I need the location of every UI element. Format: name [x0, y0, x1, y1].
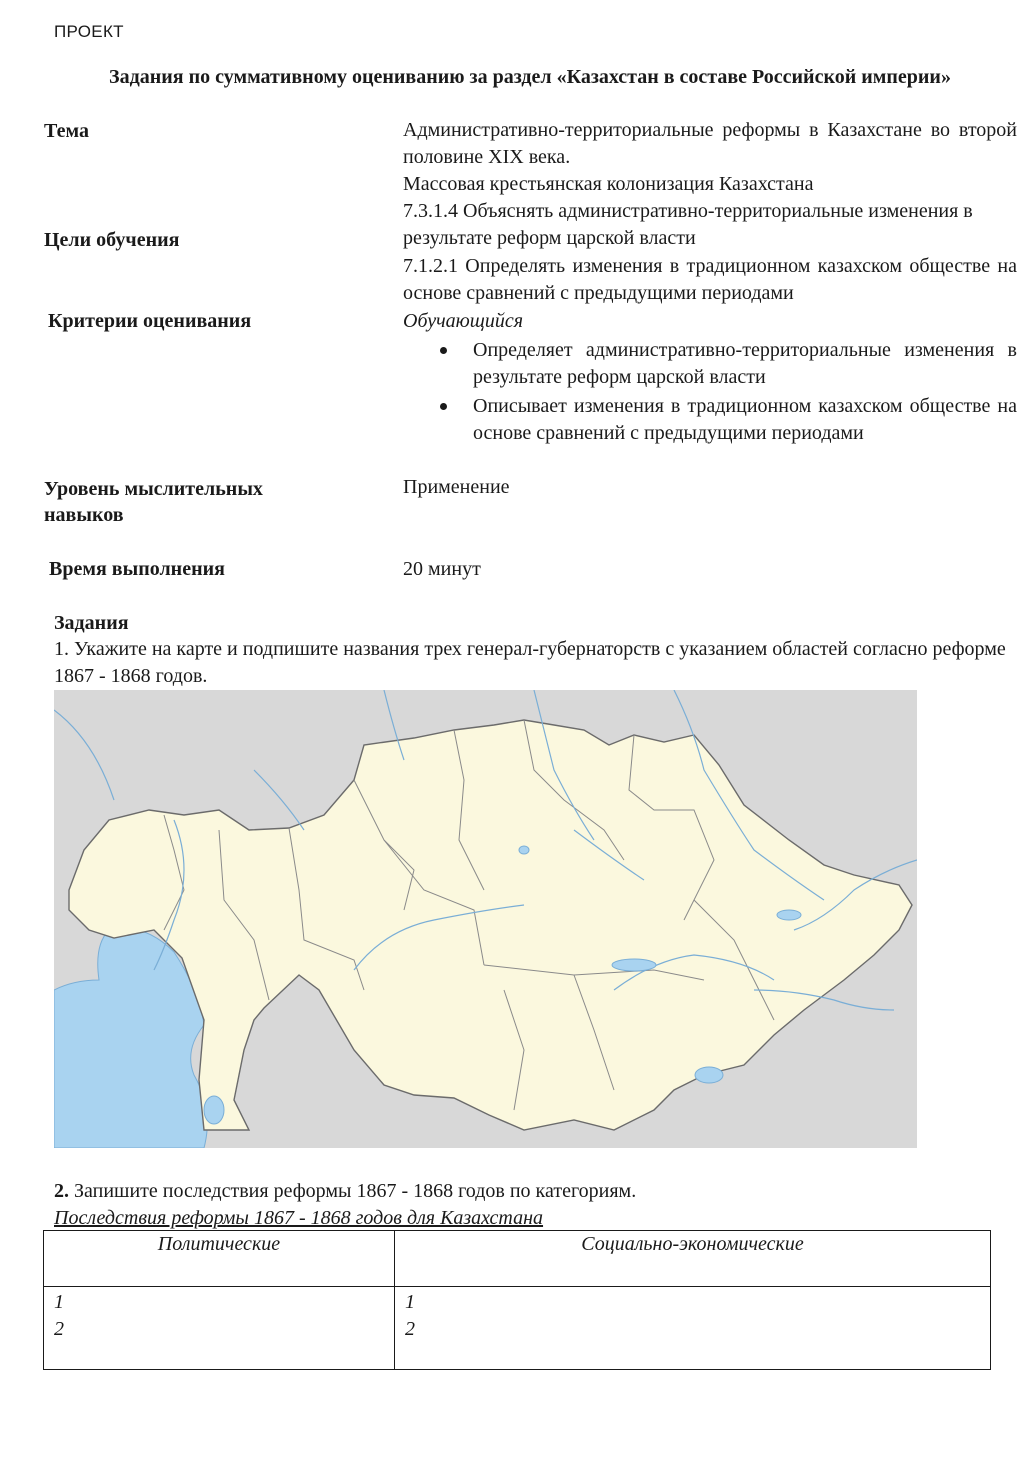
table-header-row	[44, 1231, 991, 1287]
task-2-text: 2. Запишите последствия реформы 1867 - 1868 годов по категориям.	[54, 1180, 637, 1202]
goals-label: Цели обучения	[44, 229, 180, 251]
row-number: 2	[54, 1318, 64, 1340]
time-value: 20 минут	[403, 558, 481, 580]
tasks-block	[54, 610, 1006, 690]
criteria-block	[403, 308, 1017, 447]
political-answers-cell[interactable]	[44, 1287, 395, 1370]
criteria-item-text: Определяет административно-территориальные изменения в результате реформ царской власти	[473, 339, 1017, 388]
map-image	[54, 690, 917, 1148]
level-value: Применение	[403, 476, 510, 498]
goal-1: 7.3.1.4 Объяснять административно-территориальные изменения в результате реформ царской власти	[403, 200, 973, 249]
topic-line-2: Массовая крестьянская колонизация Казахстана	[403, 173, 814, 195]
bullet-icon	[440, 403, 447, 410]
topic-line-1: Административно-территориальные реформы в Казахстане во второй половине XIX века.	[403, 119, 1017, 168]
row-number: 1	[54, 1291, 64, 1313]
draft-label: ПРОЕКТ	[54, 22, 124, 41]
time-label: Время выполнения	[49, 558, 225, 580]
tasks-heading: Задания	[54, 612, 129, 634]
criteria-item	[403, 393, 1017, 447]
table-row	[44, 1287, 991, 1370]
row-number: 1	[404, 1291, 415, 1313]
bullet-icon	[440, 347, 447, 354]
header-socioeconomic: Социально-экономические	[394, 1231, 990, 1287]
criteria-list	[403, 337, 1017, 447]
row-number: 2	[404, 1318, 415, 1340]
task-2-block	[54, 1178, 1006, 1232]
socioeconomic-answers-cell[interactable]	[394, 1287, 990, 1370]
header-political: Политические	[44, 1231, 395, 1287]
table-caption: Последствия реформы 1867 - 1868 годов для Казахстана	[54, 1207, 544, 1229]
topic-label: Тема	[44, 120, 89, 142]
criteria-item-text: Описывает изменения в традиционном казахском обществе на основе сравнений с предыдущими периодами	[473, 395, 1017, 444]
consequences-table	[43, 1230, 991, 1370]
criteria-intro: Обучающийся	[403, 310, 524, 332]
task-1-text: 1. Укажите на карте и подпишите названия трех генерал-губернаторств с указанием областей согласно реформе 1867 - 1868 годов.	[54, 638, 1006, 687]
goal-2: 7.1.2.1 Определять изменения в традиционном казахском обществе на основе сравнений с предыдущими периодами	[403, 255, 1017, 304]
criteria-label: Критерии оценивания	[48, 310, 252, 332]
criteria-item	[403, 337, 1017, 391]
document-title: Задания по суммативному оцениванию за раздел «Казахстан в составе Российской империи»	[109, 66, 951, 88]
level-label: Уровень мыслительных навыков	[44, 478, 263, 526]
kazakhstan-contour-map	[54, 690, 917, 1148]
